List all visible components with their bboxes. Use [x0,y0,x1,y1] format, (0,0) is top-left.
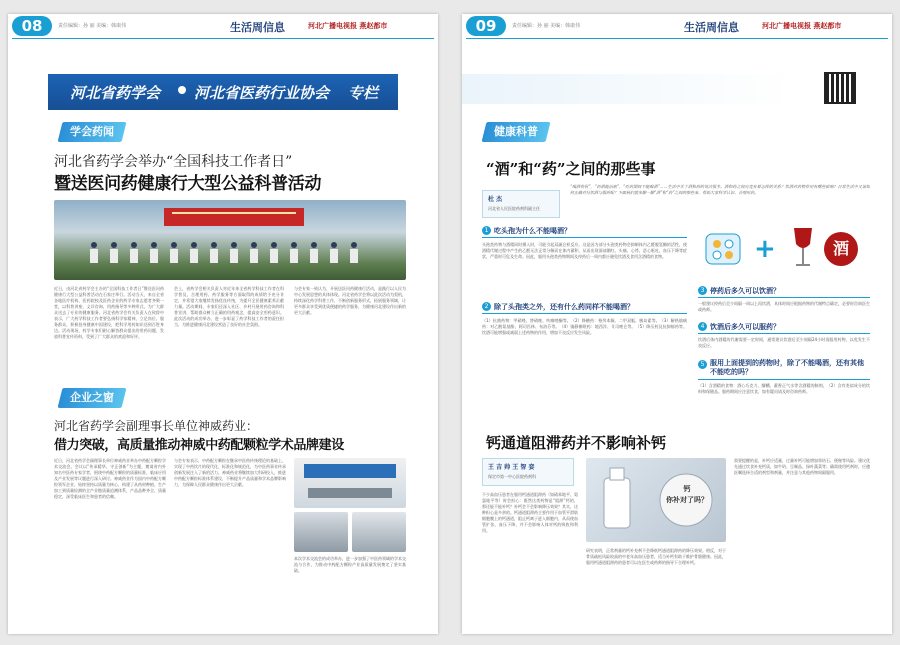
section-tag-enterprise: 企业之窗 [58,388,127,408]
article1-column-1: 近日，由河北省药学会主办的“全国科技工作者日”暨送医问药健康行大型公益科普活动在石家庄举行。活动当天，来自全省各地医疗机构、医药院校及医药企业的药学专家志愿者齐聚一堂，以科普讲座、义诊咨询、用药指导等多种形式，为广大群众送去了专业的健康服务。河北省药学会有关负责人在致辞中表示，广大药学科技工作者要弘扬科学家精神，立足岗位、服务群众，积极投身健康中国建设，把科学用药知识送到百姓身边。活动现场，药学专家们耐心解答群众提出的用药问题，发放科普宣传资料，受到了广大群众的欢迎和好评。 [54,286,164,339]
calcium-image-caption: 钙 你补对了吗？ [666,485,708,504]
page-header [8,14,438,40]
wine-label: 酒 [824,232,858,266]
pills-plus-wine-illustration [698,222,868,280]
question-5-title: 服用上面提到的药物时，除了不能喝酒，还有其他不能吃的吗？ [710,359,864,376]
answer-5: （1）含酒精的食物：酒心巧克力、醪糟、藿香正气水等含酒精的制剂。（2）含有类似成分的饮料和保健品。服药期间应注意饮食，如有疑问请及时咨询药师。 [698,383,870,394]
article1-column-3: 与会专家一致认为，开展送医问药健康行活动，是践行以人民为中心发展思想的具体体现。河北省药学会将以此次活动为契机，持续深化药学科普工作，不断创新服务形式，拓展服务领域，让更多群众享受到优质便捷的药学服务，为健康河北建设作出新的更大贡献。 [294,286,406,315]
article2-title-line2: 借力突破，高质量推动神威中药配颗粒学术品牌建设 [54,438,344,453]
article2-column-3: 需要提醒的是，补钙应适量，过量补钙可能增加肾结石、便秘等风险。建议优先通过饮食补充钙质，如牛奶、豆制品、绿叶蔬菜等；确需使用钙剂时，应遵医嘱选择合适的剂型和剂量，并注意与其他药物间隔服用。 [734,458,870,475]
wine-glass-icon [790,226,816,272]
banner-tag: 专栏 [348,84,379,102]
author-name: 杜 杰 [488,196,503,203]
header-section-title: 生活周信息 [684,21,739,34]
question-3-rule [698,297,870,298]
author-box [482,190,560,218]
article1-title: “酒”和“药”之间的那些事 [486,160,656,178]
question-number-5: 5 [698,360,707,369]
article2-title-line1: 河北省药学会副理事长单位神威药业： [54,419,259,433]
answer-3: 一般建议停药后至少间隔一周以上再饮酒，具体时间应根据药物的代谢特点确定，必要时咨询医生或药师。 [698,301,870,312]
header-rule [466,38,888,39]
plus-sign: + [754,234,776,264]
header-brand: 河北广播电视报 燕赵都市 [762,21,842,30]
question-1-title: 吃头孢为什么不能喝酒？ [494,227,571,235]
article2-column-2: 研究表明，正常剂量的钙补充剂不会降低钙通道阻滞药的降压效果。相反，对于骨质疏松风险较高的中老年高血压患者，适当补钙有助于维护骨骼健康。因此，服用钙通道阻滞药的患者可以在医生或药师的指导下合理补钙。 [586,548,726,565]
header-rule [12,38,434,39]
question-number-4: 4 [698,322,707,331]
banner-divider [178,86,186,94]
banner-right-title: 河北省医药行业协会 [194,84,330,102]
question-2-rule [482,313,687,314]
section-tag-news: 学会药闻 [58,122,127,142]
page-number: 08 [12,16,52,36]
article1-intro: “喝酒伤胃”，“药酒能治病”，“吃药期间不能喝酒”……生活中关于酒和药的说法很多。酒和药之间究竟有着怎样的关系？饮酒对药物作用有哪些影响？日常生活中又该如何正确对待饮酒与服药呢？下面我们就来聊一聊“酒”和“药”之间的那些事，帮助大家科学认识、合理用药。 [570,184,870,195]
question-number-1: 1 [482,226,491,235]
conference-photo-top [294,458,406,508]
article2-author-names: 王 吉 帅 王 智 娈 [488,464,535,471]
page-right [462,14,892,634]
question-number-3: 3 [698,286,707,295]
section-tag-health: 健康科普 [482,122,551,142]
header-brand: 河北广播电视报 燕赵都市 [308,21,388,30]
header-editors: 责任编辑：孙 丽 美编：韩康伟 [512,23,581,29]
answer-1: 头孢类药物与酒精同时摄入时，可能引起双硫仑样反应。这是因为部分头孢类药物会抑制体内乙醛脱氢酶的活性，使酒精代谢过程中产生的乙醛无法正常分解而在体内蓄积，从而出现面部潮红、头痛、心悸、恶心呕吐、血压下降等症状，严重时可危及生命。因此，服用头孢类药物期间及停药后一周内都应避免饮酒及食用含酒精的食物。 [482,242,687,259]
article1-title-line1: 河北省药学会举办“全国科技工作者日” [54,154,293,170]
qr-code [824,72,856,104]
conference-photo-bottom-right [352,512,406,552]
page-left [8,14,438,634]
banner-left-title: 河北省药学会 [70,84,161,102]
article1-column-2: 会上，省药学会相关负责人对近年来全省药学科技工作者在科学普及、合理用药、药学服务等方面取得的成绩给予充分肯定，并希望大家继续发扬优良传统，为提升全民健康素养贡献力量。活动期间，专家们还深入社区、乡村开展用药咨询和科普宣讲，帮助群众树立正确的用药观念，提高安全用药意识。此次活动的成功举办，进一步彰显了药学科技工作者的责任担当，为推进健康河北建设营造了良好的社会氛围。 [174,286,284,327]
article2-title: 钙通道阻滞药并不影响补钙 [486,434,667,452]
article2-author-box [482,458,574,486]
top-decor-band [462,74,792,104]
question-4-rule [698,333,870,334]
column-banner [48,74,398,110]
group-photo-figures [54,200,406,280]
article2-author-org: 保定市第一中心医院药剂科 [488,474,536,479]
question-5-rule [698,379,870,380]
article2-column-1: 近日，河北省药学会副理事长单位神威药业举办中药配方颗粒学术交流会。会议以“传承精华、守正创新”为主题，邀请省内外知名中医药专家学者，围绕中药配方颗粒的质量标准、临床应用及产业发展等议题进行深入研讨。神威药业作为国内中药配方颗粒领军企业，始终坚持以质量为核心，构建了从药材种植、生产加工到质量检测的全产业链质量追溯体系，产品品种齐全、质量稳定，深受临床医生和患者的信赖。 [54,458,166,499]
article2-column-1: 不少高血压患者在服用钙通道阻滞药（如硝苯地平、氨氯地平等）时会担心：既然这类药物是“阻滞”钙的，那还能不能补钙？补钙会不会影响降压效果？其实，这种担心是多余的。钙通道阻滞药主要作用于血管平滑肌细胞膜上的钙通道，阻止钙离子进入细胞内，从而使血管扩张、血压下降，并不会影响人体对钙的吸收和利用。 [482,492,578,533]
calcium-illustration [586,458,726,542]
conference-photo-bottom-left [294,512,348,552]
page-header [462,14,892,40]
question-4-title: 饮酒后多久可以服药？ [710,323,780,331]
question-2-title: 除了头孢类之外，还有什么药同样不能喝酒？ [494,303,634,311]
question-number-2: 2 [482,302,491,311]
header-editors: 责任编辑：孙 丽 美编：韩康伟 [58,23,127,29]
question-1-rule [482,237,687,238]
answer-4: 饮酒后体内酒精的代谢需要一定时间，通常建议饮酒后至少间隔24小时再服用药物，以免发生不良反应。 [698,337,870,348]
conference-stage [294,458,406,508]
header-section-title: 生活周信息 [230,21,285,34]
article1-title-line2: 暨送医问药健康行大型公益科普活动 [54,174,322,194]
answer-2: （1）抗菌药物：甲硝唑、替硝唑、呋喃唑酮等。（2）降糖药：格列本脲、二甲双胍、胰岛素等。（3）解热镇痛药：对乙酰氨基酚、阿司匹林、布洛芬等。（4）镇静催眠药：地西泮、艾司唑仑等。（5）降压药及抗抑郁药等。饮酒可能增强或减弱上述药物的作用，增加不良反应发生风险。 [482,318,687,335]
article2-column-3: 本次学术交流会的成功举办，进一步加强了中医药领域的学术交流与合作，为推动中药配方颗粒产业高质量发展奠定了坚实基础。 [294,556,406,573]
event-group-photo [54,200,406,280]
question-3-title: 停药后多久可以饮酒？ [710,287,780,295]
author-org: 河北省人民医院药剂科副主任 [488,206,540,211]
page-number: 09 [466,16,506,36]
article2-column-2: 与会专家表示，中药配方颗粒在继承中医药传统理论的基础上，实现了中药饮片的现代化、标准化和规范化，为中医药事业传承创新发展注入了新的活力。神威药业将继续加大科研投入，推进中药配方颗粒标准体系建设，不断提升产品质量和学术品牌影响力，为保障人民群众健康作出更大贡献。 [174,458,286,487]
